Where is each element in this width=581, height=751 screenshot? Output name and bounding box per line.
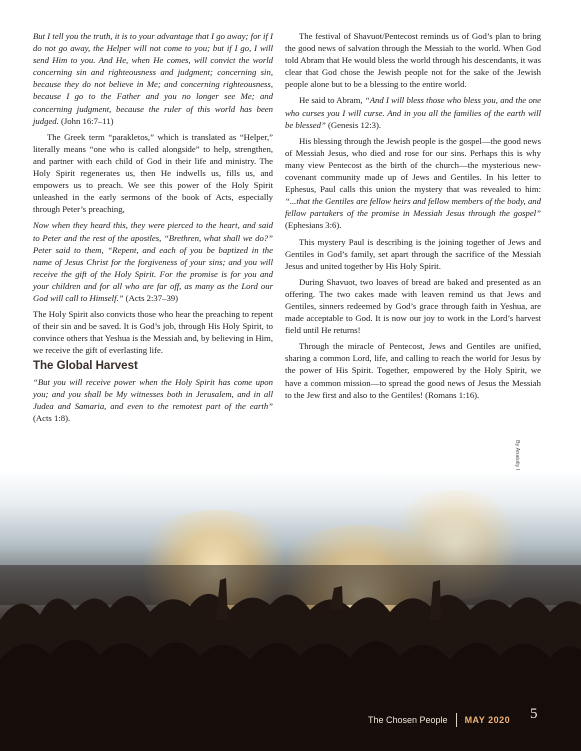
left-column bbox=[33, 30, 273, 428]
paragraph-festival: The festival of Shavuot/Pentecost reminds us of God’s plan to bring the good news of salvation through the Messiah to the world. When God told Abram that He would bless the world through his descendants, it was clear that God chose the Jewish people not for the sake of the Jewish people alone but to be a blessing to the entire world. bbox=[285, 31, 542, 90]
paragraph-abram-quote: “And I will bless those who bless you, and the one who curses you I will curse. And in you all the families of the earth will be blessed” bbox=[285, 95, 541, 130]
paragraph-abram bbox=[285, 94, 541, 130]
page-footer bbox=[368, 710, 510, 730]
paragraph-blessing bbox=[285, 135, 541, 232]
paragraph-abram-ref: (Genesis 12:3). bbox=[325, 119, 382, 130]
quote-john-text: But I tell you the truth, it is to your advantage that I go away; for if I do not go away, the Helper will not come to you; but if I go, I will send Him to you. And He, when He comes, will convict the world concerning sin and righteousness and judgment; concerning sin, because they do not believe in Me; and concerning righteousness, because I go to the Father and you no longer see Me; and concerning judgment, because the ruler of this world has been judged. bbox=[33, 31, 273, 126]
right-column bbox=[285, 30, 541, 405]
paragraph-convicts: The Holy Spirit also convicts those who hear the preaching to repent of their sin and be saved. It is God’s job, through His Holy Spirit, to convince others that Yeshua is the Messiah and, by believing in Him, we receive the gift of everlasting life. bbox=[33, 309, 273, 356]
issue-date: MAY 2020 bbox=[464, 715, 511, 725]
quote-john-ref: (John 16:7–11) bbox=[58, 115, 114, 126]
magazine-title: The Chosen People bbox=[368, 715, 448, 725]
paragraph-blessing-quote: “...that the Gentiles are fellow heirs and fellow members of the body, and fellow partakers of the promise in Messiah Jesus through the gospel” bbox=[285, 196, 541, 219]
paragraph-blessing-text: His blessing through the Jewish people is the gospel—the good news of Messiah Jesus, who died and rose for our sins. Perhaps this is why many view Pentecost as the birth of the church—the mysterious new-covenant community made up of Jews and Gentiles. In his letter to Ephesus, Paul calls this union the mystery that was revealed to him: bbox=[285, 135, 541, 195]
concert-crowd-photo bbox=[0, 470, 581, 751]
quote-acts1 bbox=[33, 376, 273, 424]
paragraph-parakletos: The Greek term “parakletos,” which is translated as “Helper,” literally means “one who is called alongside” to help, strengthen, and partner with each child of God in their life and ministry. The Holy Spirit regenerates us, then He indwells us, fills us, and empowers us to preach. We see this power of the Holy Spirit unleashed in the early sermons of the book of Acts, especially through Peter’s preaching, bbox=[33, 131, 273, 215]
footer-divider bbox=[456, 713, 457, 727]
quote-acts2-text: Now when they heard this, they were pierced to the heart, and said to Peter and the rest of the apostles, “Brethren, what shall we do?” Peter said to them, “Repent, and each of you be baptized in the name of Jesus Christ for the forgiveness of your sins; and you will receive the gift of the Holy Spirit. For the promise is for you and your children and for all who are far off, as many as the Lord our God will call to Himself.” bbox=[33, 220, 273, 303]
paragraph-shavuot: During Shavuot, two loaves of bread are baked and presented as an offering. The two cakes made with leaven remind us that Jews and Gentiles, sinners redeemed by God’s grace through faith in Yeshua, are made acceptable to God. It is now our joy to work in the Lord’s harvest field until He returns! bbox=[285, 276, 541, 336]
paragraph-blessing-ref: (Ephesians 3:6). bbox=[285, 220, 342, 231]
quote-acts2 bbox=[33, 219, 273, 304]
quote-acts2-ref: (Acts 2:37–39) bbox=[125, 292, 179, 303]
crowd-silhouette bbox=[0, 470, 581, 751]
section-heading-global-harvest: The Global Harvest bbox=[33, 360, 138, 373]
paragraph-abram-intro: He said to Abram, bbox=[299, 95, 365, 106]
quote-acts1-text: “But you will receive power when the Holy Spirit has come upon you; and you shall be My witnesses both in Jerusalem, and in all Judea and Samaria, and even to the remotest part of the earth” bbox=[33, 376, 273, 411]
paragraph-mystery: This mystery Paul is describing is the joining together of Jews and Gentiles in God’s family, set apart through the sacrifice of the Messiah Jesus and united together by His Holy Spirit. bbox=[285, 236, 541, 271]
quote-acts1-ref: (Acts 1:8). bbox=[33, 412, 71, 423]
page-number: 5 bbox=[530, 706, 538, 722]
paragraph-miracle: Through the miracle of Pentecost, Jews and Gentiles are unified, sharing a common Lord, life, and calling to reach the world for Jesus by the power of His Spirit. Together, empowered by the Holy Spirit, we have a common mission—to spread the good news of Jesus the Messiah to the Jew first and also to the Gentiles! (Romans 1:16). bbox=[285, 341, 541, 400]
quote-john bbox=[33, 30, 273, 127]
